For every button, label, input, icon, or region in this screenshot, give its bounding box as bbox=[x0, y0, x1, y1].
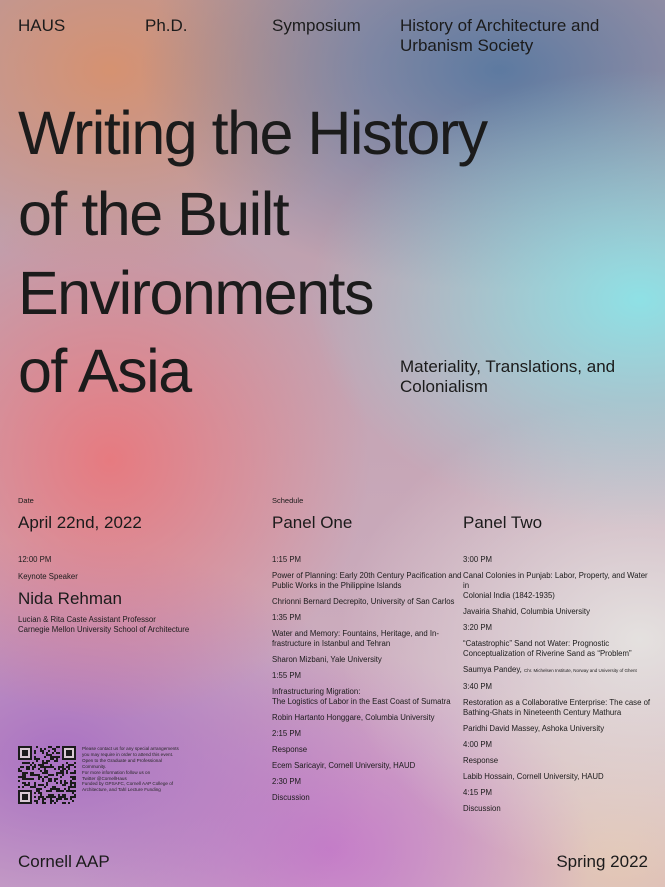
footer-org: Cornell AAP bbox=[18, 852, 110, 871]
panel-one-title: Panel One bbox=[272, 513, 353, 532]
note-line: Funded by GPSAFC, Cornell AAP College of bbox=[82, 781, 174, 787]
schedule-label: Schedule bbox=[272, 496, 304, 505]
talk-line: Infrastructuring Migration: bbox=[272, 687, 361, 696]
session-time: 4:15 PM bbox=[463, 788, 493, 797]
subtitle-line: Materiality, Translations, and bbox=[400, 357, 616, 376]
session-talk: Response bbox=[272, 745, 308, 754]
header-haus: HAUS bbox=[18, 16, 66, 35]
session-time: 2:30 PM bbox=[272, 777, 302, 786]
talk-line: Conceptualization of Riverine Sand as “Problem” bbox=[463, 649, 632, 658]
keynote-speaker: Nida Rehman bbox=[18, 589, 122, 608]
session-time: 1:55 PM bbox=[272, 671, 302, 680]
header-phd: Ph.D. bbox=[145, 16, 188, 35]
session-time: 2:15 PM bbox=[272, 729, 302, 738]
session-talk: Discussion bbox=[272, 793, 310, 802]
session-talk bbox=[463, 571, 653, 601]
talk-line: Colonial India (1842-1935) bbox=[463, 591, 555, 600]
qr-code-icon[interactable] bbox=[18, 746, 76, 804]
session-talk: Discussion bbox=[463, 804, 501, 813]
speaker-title-line: Lucian & Rita Caste Assistant Professor bbox=[18, 615, 156, 624]
event-note bbox=[82, 746, 180, 793]
note-line: Open to the Graduate and Professional Community. bbox=[82, 757, 162, 769]
session-speaker: Robin Hartanto Honggare, Columbia University bbox=[272, 713, 435, 722]
session-speaker: Javairia Shahid, Columbia University bbox=[463, 607, 590, 616]
session-speaker: Ecem Saricayir, Cornell University, HAUD bbox=[272, 761, 416, 770]
speaker-title bbox=[18, 615, 189, 635]
session-speaker: Chrionni Bernard Decrepito, University of San Carlos bbox=[272, 597, 455, 606]
talk-line: Water and Memory: Fountains, Heritage, and In- bbox=[272, 629, 439, 638]
session-time: 1:15 PM bbox=[272, 555, 302, 564]
keynote-label: Keynote Speaker bbox=[18, 572, 78, 581]
session-talk bbox=[463, 698, 653, 718]
session-time: 4:00 PM bbox=[463, 740, 493, 749]
header-society bbox=[400, 16, 599, 56]
panel-two-title: Panel Two bbox=[463, 513, 543, 532]
note-line: Architecture, and Tahl Lecture Funding bbox=[82, 787, 161, 793]
header-symposium: Symposium bbox=[272, 16, 361, 35]
keynote-time: 12:00 PM bbox=[18, 555, 52, 564]
panel-two-list bbox=[463, 555, 653, 820]
session-talk bbox=[463, 639, 653, 659]
talk-line: frastructure in Istanbul and Tehran bbox=[272, 639, 391, 648]
talk-line: The Logistics of Labor in the East Coast of Sumatra bbox=[272, 697, 451, 706]
footer-season: Spring 2022 bbox=[556, 852, 648, 871]
session-time: 3:00 PM bbox=[463, 555, 493, 564]
note-line: For more information follow us on bbox=[82, 769, 151, 775]
session-time: 3:40 PM bbox=[463, 682, 493, 691]
title-line: of the Built bbox=[18, 180, 289, 248]
session-speaker bbox=[463, 665, 653, 676]
speaker-title-line: Carnegie Mellon University School of Architecture bbox=[18, 625, 190, 634]
talk-line: Power of Planning: Early 20th Century Pacification and bbox=[272, 571, 462, 580]
title-line: Writing the History bbox=[18, 99, 487, 167]
session-talk bbox=[272, 687, 462, 707]
date-value: April 22nd, 2022 bbox=[18, 513, 142, 532]
note-line: Please contact us for any special arrangements bbox=[82, 746, 179, 751]
session-talk: Response bbox=[463, 756, 499, 765]
session-speaker: Sharon Mizbani, Yale University bbox=[272, 655, 382, 664]
talk-line: Bathing-Ghats in Nineteenth Century Mathura bbox=[463, 708, 622, 717]
title-line: of Asia bbox=[18, 337, 191, 405]
session-speaker: Paridhi David Massey, Ashoka University bbox=[463, 724, 605, 733]
panel-one-list bbox=[272, 555, 462, 809]
session-time: 3:20 PM bbox=[463, 623, 493, 632]
note-line: you may require in order to attend this event. bbox=[82, 751, 174, 757]
session-time: 1:35 PM bbox=[272, 613, 302, 622]
talk-line: Canal Colonies in Punjab: Labor, Property, and Water in bbox=[463, 571, 648, 590]
speaker-name: Saumya Pandey, bbox=[463, 665, 522, 674]
subtitle-line: Colonialism bbox=[400, 377, 488, 396]
session-talk bbox=[272, 571, 462, 591]
talk-line: Public Works in the Philippine Islands bbox=[272, 581, 402, 590]
date-label: Date bbox=[18, 496, 34, 505]
subtitle bbox=[400, 357, 615, 397]
header-society-line: History of Architecture and bbox=[400, 16, 600, 35]
title-line: Environments bbox=[18, 259, 373, 327]
speaker-affiliation: Chr. Michelsen Institute, Norway and University of Ghent bbox=[523, 668, 637, 673]
talk-line: “Catastrophic” Sand not Water: Prognostic bbox=[463, 639, 610, 648]
session-speaker: Labib Hossain, Cornell University, HAUD bbox=[463, 772, 604, 781]
note-line: Twitter @CornellHaus bbox=[82, 775, 127, 781]
talk-line: Restoration as a Collaborative Enterprise: The case of bbox=[463, 698, 651, 707]
session-talk bbox=[272, 629, 462, 649]
header-society-line: Urbanism Society bbox=[400, 36, 534, 55]
